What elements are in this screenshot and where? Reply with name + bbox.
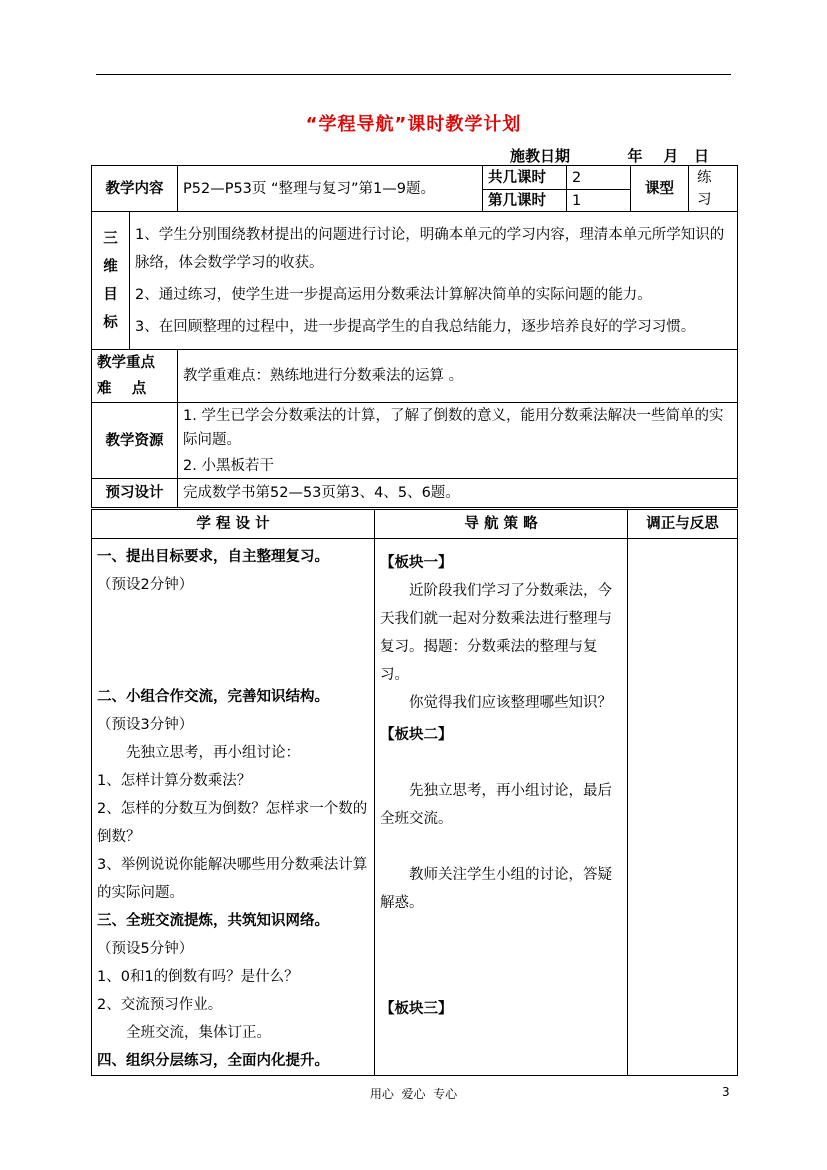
nth-lesson-label: 第几课时: [483, 190, 567, 212]
key-points-value: 教学重难点：熟练地进行分数乘法的运算 。: [178, 350, 738, 403]
goals-content: [130, 212, 738, 350]
content-value: P52—P53页 “整理与复习”第1—9题。: [178, 166, 483, 212]
goal-2: 2、通过练习，使学生进一步提高运用分数乘法计算解决简单的实际问题的能力。: [135, 286, 652, 303]
resources-label: 教学资源: [92, 403, 178, 479]
footer-motto: 用心 爱心 专心: [369, 1087, 458, 1101]
goal-1: 1、学生分别围绕教材提出的问题进行讨论，明确本单元的学习内容，理清本单元所学知识的脉络，体会数学学习的收获。: [135, 226, 725, 271]
strategy-block-1-title: 【板块一】: [380, 555, 453, 571]
lesson-type-label: 课型: [631, 166, 689, 212]
strategy-block-2-text: 先独立思考，再小组讨论，最后全班交流。: [380, 783, 612, 827]
design-section-3-title: 三、全班交流提炼，共筑知识网络。: [97, 913, 329, 929]
strategy-block-1-question: 你觉得我们应该整理哪些知识？: [409, 695, 612, 711]
design-section-1-title: 一、提出目标要求，自主整理复习。: [97, 549, 329, 565]
goals-label: 三 维 目 标: [92, 212, 130, 350]
design-section-4-title: 四、组织分层练习，全面内化提升。: [97, 1053, 329, 1069]
design-section-2-q2: 2、怎样的分数互为倒数？怎样求一个数的倒数？: [97, 801, 368, 845]
design-section-2-q3: 3、举例说说你能解决哪些用分数乘法计算的实际问题。: [97, 857, 368, 901]
plan-body-table: [91, 509, 738, 1076]
total-lessons-value: 2: [567, 166, 631, 190]
strategy-block-1-text: 近阶段我们学习了分数乘法，今天我们就一起对分数乘法进行整理与复习。揭题：分数乘法的整理与复习。: [380, 583, 612, 683]
preview-value: 完成数学书第52—53页第3、4、5、6题。: [178, 479, 738, 508]
design-section-2-title: 二、小组合作交流，完善知识结构。: [97, 689, 329, 705]
design-content: [92, 539, 375, 1076]
strategy-block-3-title: 【板块三】: [380, 1001, 453, 1017]
design-section-3-q2: 2、交流预习作业。: [97, 997, 223, 1013]
resource-1: 1. 学生已学会分数乘法的计算，了解了倒数的意义，能用分数乘法解决一些简单的实际问题。: [183, 407, 724, 448]
design-section-1-time: （预设2分钟）: [97, 577, 194, 593]
resources-content: [178, 403, 738, 479]
reflection-content: [628, 539, 738, 1076]
strategy-block-2-teacher: 教师关注学生小组的讨论，答疑解惑。: [380, 867, 612, 911]
header-rule: [96, 74, 731, 75]
column-reflection-header: 调正与反思: [628, 510, 738, 539]
lesson-type-text: 练习: [697, 169, 712, 208]
key-points-label: 教学重点 难 点: [92, 350, 178, 403]
design-section-3-time: （预设5分钟）: [97, 941, 194, 957]
resource-2: 2. 小黑板若干: [183, 457, 274, 474]
design-section-2-intro: 先独立思考，再小组讨论：: [126, 745, 300, 761]
column-strategy-header: 导 航 策 略: [375, 510, 628, 539]
nth-lesson-value: 1: [567, 190, 631, 212]
design-section-3-q3: 全班交流，集体订正。: [126, 1025, 271, 1041]
total-lessons-label: 共几课时: [483, 166, 567, 190]
preview-label: 预习设计: [92, 479, 178, 508]
strategy-block-2-title: 【板块二】: [380, 727, 453, 743]
page-title: “学程导航”课时教学计划: [305, 114, 522, 135]
goal-3: 3、在回顾整理的过程中，进一步提高学生的自我总结能力，逐步培养良好的学习习惯。: [135, 318, 696, 335]
design-section-2-time: （预设3分钟）: [97, 717, 194, 733]
page-number: 3: [722, 1085, 730, 1099]
plan-header-table: [91, 165, 738, 508]
lesson-type-value: [689, 166, 738, 212]
design-section-3-q1: 1、0和1的倒数有吗？是什么？: [97, 969, 299, 985]
strategy-content: [375, 539, 628, 1076]
content-label: 教学内容: [92, 166, 178, 212]
design-section-2-q1: 1、怎样计算分数乘法？: [97, 773, 252, 789]
column-design-header: 学 程 设 计: [92, 510, 375, 539]
date-line: 施教日期 年 月 日: [510, 147, 709, 165]
